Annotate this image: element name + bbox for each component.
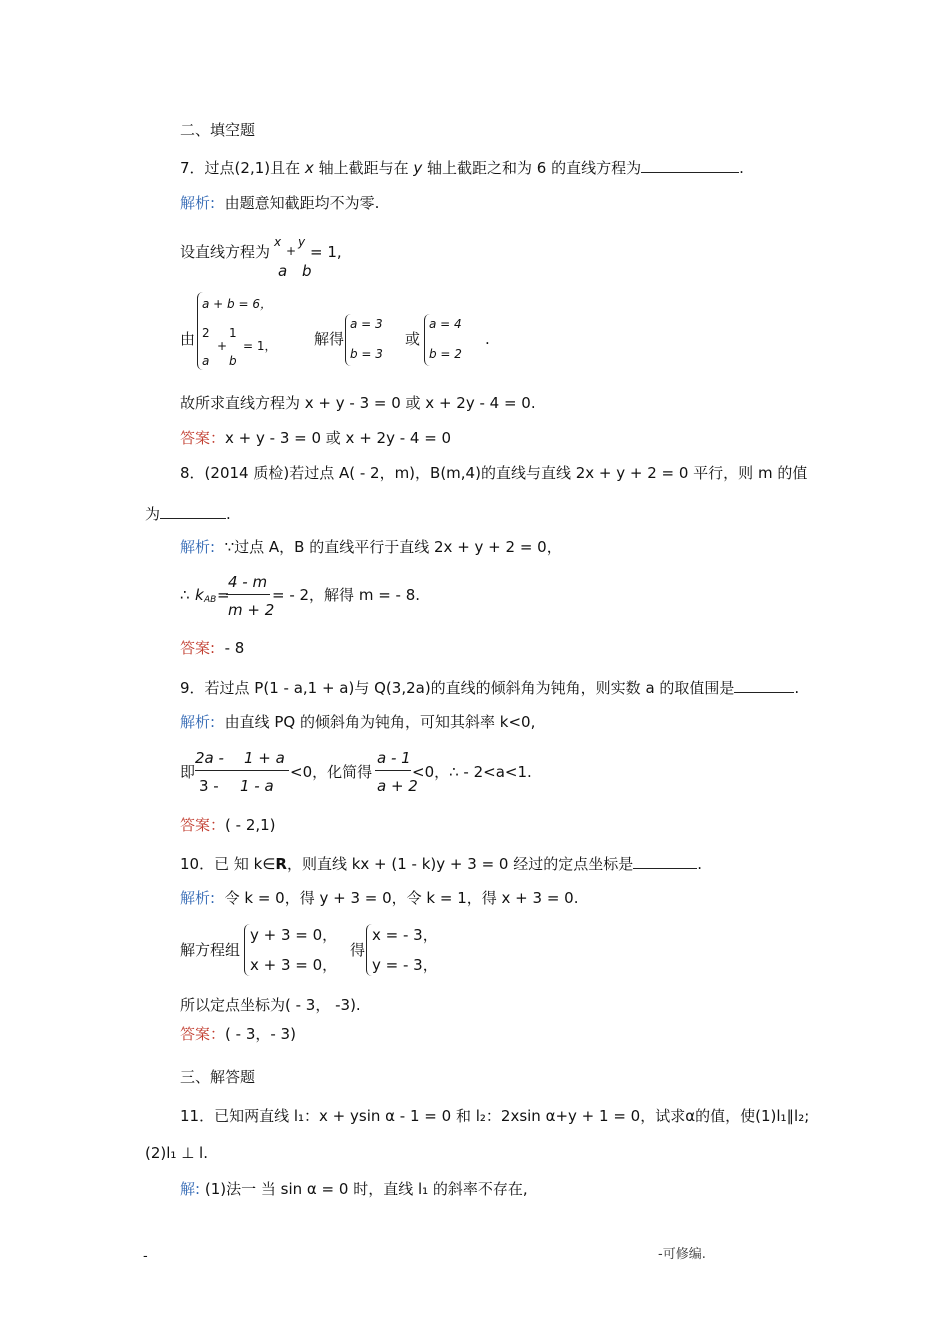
s10-eq-1: y + 3 = 0， <box>250 926 338 944</box>
s9-text-1: 由直线 PQ 的倾斜角为钝角，可知其斜率 k<0, <box>224 713 536 731</box>
s7-answer-label: 答案： <box>180 429 226 447</box>
s10-conclusion: 所以定点坐标为( - 3， -3). <box>180 996 361 1014</box>
s7-line-1 <box>180 196 379 211</box>
s10-eq-2: x + 3 = 0， <box>250 956 338 974</box>
s7-answer <box>180 431 451 446</box>
q7-text-3: 轴上截距之和为 6 的直线方程为 <box>427 159 642 177</box>
q8-end: . <box>226 505 231 523</box>
s7-frac-y: y <box>298 235 306 249</box>
s9-label: 解析: <box>180 713 216 731</box>
question-8-line-1: 8．(2014 质检)若过点 A( - 2，m)，B(m,4)的直线与直线 2x + y + 2 = 0 平行，则 m 的值 <box>180 464 808 482</box>
s7-huo: 或 <box>405 330 421 348</box>
s7-setline: 设直线方程为 <box>180 243 271 261</box>
s8-answer-label: 答案: <box>180 639 216 657</box>
s10-answer <box>180 1027 296 1042</box>
s7-you: 由 <box>180 330 196 348</box>
s7-sys-2-plus: + <box>217 339 228 353</box>
s9-answer-text: ( - 2,1) <box>225 816 276 834</box>
s8-k: k <box>195 586 204 604</box>
s10-result-2: y = - 3， <box>372 956 438 974</box>
q7-text-1: 过点(2,1)且在 <box>204 159 301 177</box>
q7-y: y <box>413 159 423 177</box>
q10-R: R <box>275 855 287 873</box>
s10-answer-label: 答案： <box>180 1025 226 1043</box>
q7-text-2: 轴上截距与在 <box>318 159 409 177</box>
s7-frac-plus: + <box>286 244 297 258</box>
s7-result-2a: a = 4 <box>429 317 462 331</box>
s7-sys-2-a: a <box>202 354 210 368</box>
s7-sys-2-eq: = 1， <box>243 339 277 353</box>
q10-end: . <box>697 855 702 873</box>
question-8-line-2 <box>145 504 231 522</box>
s7-eq1: = 1, <box>310 243 342 261</box>
q8-wei: 为 <box>145 505 161 523</box>
s8-k-sub: AB <box>204 595 217 605</box>
s9-frac2-den: a + 2 <box>377 777 418 795</box>
s7-result-2b: b = 2 <box>429 347 462 361</box>
s9-frac-bar-2 <box>375 770 411 771</box>
s8-therefore: ∴ <box>180 586 190 604</box>
s8-line-1 <box>180 540 562 555</box>
s9-num-2: 1 + a <box>244 749 285 767</box>
s9-line-1 <box>180 715 535 730</box>
q9-answer-blank <box>734 678 794 693</box>
question-11-line-1: 11．已知两直线 l₁：x + ysin α - 1 = 0 和 l₂：2xsin α+y + 1 = 0，试求α的值，使(1)l₁∥l₂; <box>180 1107 810 1125</box>
s10-de: 得 <box>350 941 366 959</box>
s10-label: 解析: <box>180 889 216 907</box>
s9-frac2-num: a - 1 <box>377 749 411 767</box>
s8-answer <box>180 641 244 656</box>
s8-frac-num: 4 - m <box>228 573 268 591</box>
footer-left: - <box>143 1249 148 1264</box>
s7-frac-b: b <box>302 262 312 280</box>
q8-answer-blank <box>160 504 226 519</box>
s9-answer <box>180 818 276 833</box>
s9-num-1: 2a - <box>195 749 224 767</box>
q7-number: 7． <box>180 159 205 177</box>
s11-label: 解: <box>180 1180 201 1198</box>
question-10 <box>180 854 702 872</box>
s7-result-1a: a = 3 <box>350 317 383 331</box>
s10-result-1: x = - 3， <box>372 926 438 944</box>
s7-text-1: 由题意知截距均不为零. <box>224 194 380 212</box>
s9-den-2: 1 - a <box>240 777 274 795</box>
q9-text: 9．若过点 P(1 - a,1 + a)与 Q(3,2a)的直线的倾斜角为钝角，则实数 a 的取值围是 <box>180 679 735 697</box>
s7-answer-text: x + y - 3 = 0 或 x + 2y - 4 = 0 <box>225 429 452 447</box>
s7-frac-a: a <box>278 262 288 280</box>
s10-text-1: 令 k = 0，得 y + 3 = 0，令 k = 1，得 x + 3 = 0. <box>224 889 579 907</box>
question-7 <box>180 158 744 176</box>
q10-text-2: ，则直线 kx + (1 - k)y + 3 = 0 经过的定点坐标是 <box>286 855 634 873</box>
s9-answer-label: 答案： <box>180 816 226 834</box>
q7-x: x <box>304 159 314 177</box>
s7-dot: . <box>485 330 490 348</box>
s9-rest: <0，∴ - 2<a<1. <box>412 763 532 781</box>
s7-jiede: 解得 <box>314 330 345 348</box>
s8-rest: = - 2，解得 m = - 8. <box>272 586 421 604</box>
question-9 <box>180 678 799 696</box>
s8-frac-bar <box>226 594 270 595</box>
q10-answer-blank <box>633 854 697 869</box>
footer-right: -可修编. <box>658 1247 706 1262</box>
s11-text-1: (1)法一 当 sin α = 0 时，直线 l₁ 的斜率不存在, <box>204 1180 528 1198</box>
s10-system-label: 解方程组 <box>180 941 241 959</box>
s9-frac-bar-1 <box>195 770 289 771</box>
s8-eq: = <box>217 586 230 604</box>
q9-end: . <box>794 679 800 697</box>
section-heading-fill-in: 二、填空题 <box>180 121 256 139</box>
section-heading-solve: 三、解答题 <box>180 1068 256 1086</box>
s9-ji: 即 <box>180 763 196 781</box>
question-11-line-2: (2)l₁ ⊥ l. <box>145 1144 208 1162</box>
s10-line-1 <box>180 891 578 906</box>
s8-frac-den: m + 2 <box>228 601 275 619</box>
s8-text-1: ∵过点 A，B 的直线平行于直线 2x + y + 2 = 0， <box>224 538 562 556</box>
s7-frac-x: x <box>274 235 282 249</box>
s7-sys-2-num: 2 <box>202 326 210 340</box>
s7-sys-2-num2: 1 <box>229 326 237 340</box>
q10-text-1: 10．已 知 k∈ <box>180 855 276 873</box>
s9-den-1: 3 - <box>199 777 219 795</box>
q7-end: . <box>739 159 744 177</box>
s11-line-1 <box>180 1182 528 1197</box>
s9-lt0: <0，化简得 <box>290 763 373 781</box>
s7-label: 解析: <box>180 194 216 212</box>
s7-sys-1: a + b = 6， <box>202 297 272 311</box>
s7-conclusion: 故所求直线方程为 x + y - 3 = 0 或 x + 2y - 4 = 0. <box>180 394 536 412</box>
s8-label: 解析: <box>180 538 216 556</box>
s7-result-1b: b = 3 <box>350 347 383 361</box>
s10-answer-text: ( - 3，- 3) <box>225 1025 296 1043</box>
s7-sys-2-b: b <box>229 354 237 368</box>
s8-answer-text: - 8 <box>224 639 245 657</box>
q7-answer-blank <box>641 158 739 173</box>
